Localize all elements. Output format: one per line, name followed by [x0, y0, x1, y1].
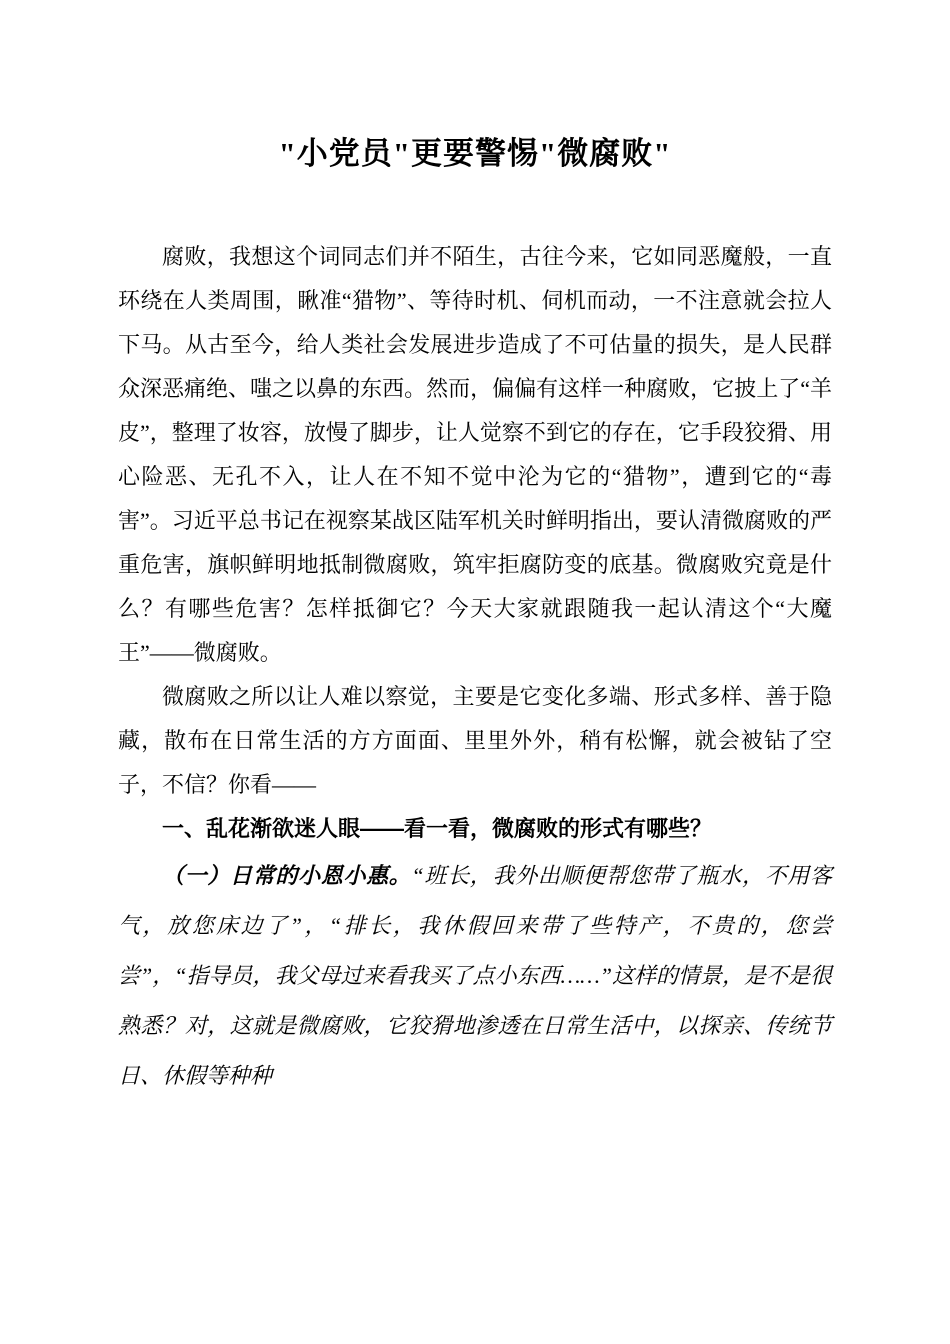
paragraph: [118, 675, 832, 807]
document-body: [118, 235, 832, 1101]
paragraph-text: 一、乱花渐欲迷人眼——看一看，微腐败的形式有哪些？: [162, 816, 713, 841]
paragraph: [118, 851, 832, 1101]
paragraph-text: 腐败，我想这个词同志们并不陌生，古往今来，它如同恶魔般，一直环绕在人类周围，瞅准“猎物”、等待时机、伺机而动，一不注意就会拉人下马。从古至今，给人类社会发展进步造成了不可估量的损失，是人民群众深恶痛绝、嗤之以鼻的东西。然而，偏偏有这样一种腐败，它披上了“羊皮”，整理了妆容，放慢了脚步，让人觉察不到它的存在，它手段狡猾、用心险恶、无孔不入，让人在不知不觉中沦为它的“猎物”，遭到它的“毒害”。习近平总书记在视察某战区陆军机关时鲜明指出，要认清微腐败的严重危害，旗帜鲜明地抵制微腐败，筑牢拒腐防变的底基。微腐败究竟是什么？有哪些危害？怎样抵御它？今天大家就跟随我一起认清这个“大魔王”——微腐败。: [118, 244, 832, 665]
section-heading: [118, 807, 832, 851]
paragraph-text: 微腐败之所以让人难以察觉，主要是它变化多端、形式多样、善于隐藏，散布在日常生活的方方面面、里里外外，稍有松懈，就会被钻了空子，不信？你看——: [118, 684, 832, 797]
paragraph-text: “班长，我外出顺便帮您带了瓶水，不用客气，放您床边了”，“排长，我休假回来带了些特产，不贵的，您尝尝”，“指导员，我父母过来看我买了点小东西……”这样的情景，是不是很熟悉？对，这就是微腐败，它狡猾地渗透在日常生活中，以探亲、传统节日、休假等种种: [118, 863, 832, 1088]
paragraph: [118, 235, 832, 675]
document-title: "小党员"更要警惕"微腐败": [278, 136, 672, 171]
paragraph-lead: （一）日常的小恩小惠。: [162, 863, 412, 888]
